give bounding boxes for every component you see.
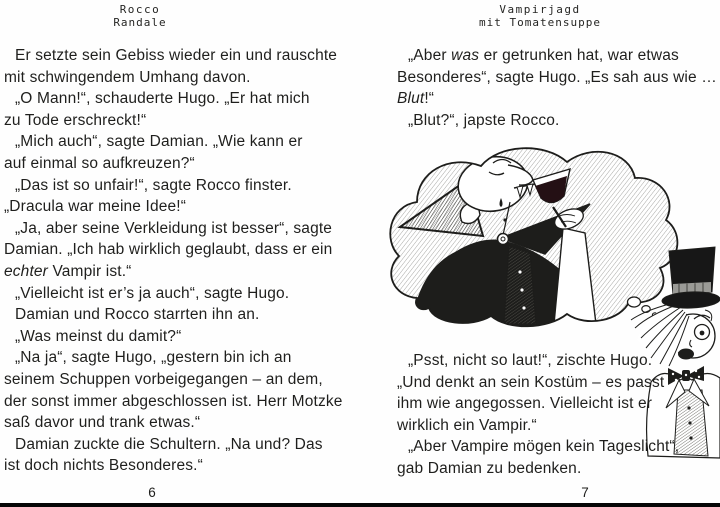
text-line: „Na ja“, sagte Hugo, „gestern bin ich an xyxy=(15,349,292,367)
text-line: echter Vampir ist.“ xyxy=(4,262,132,280)
text-line: seinem Schuppen vorbeigegangen – an dem, xyxy=(4,370,323,388)
text-line: ihm wie angegossen. Vielleicht ist er xyxy=(397,395,653,413)
text-line: „Ja, aber seine Verkleidung ist besser“, sagte xyxy=(15,219,333,237)
text-line: der sonst immer abgeschlossen ist. Herr Motzke xyxy=(4,392,343,410)
text-line: wirklich ein Vampir.“ xyxy=(397,416,537,434)
text-line: „Dracula war meine Idee!“ xyxy=(4,198,187,216)
right-page-header xyxy=(440,3,640,29)
left-header-line2: Randale xyxy=(113,16,167,29)
text-line: „Das ist so unfair!“, sagte Rocco finster. xyxy=(15,176,292,194)
right-header-line2: mit Tomatensuppe xyxy=(479,16,601,29)
left-page-number: 6 xyxy=(148,485,156,500)
text-line: „Und denkt an sein Kostüm – es passt xyxy=(397,373,665,391)
text-line: Damian und Rocco starrten ihn an. xyxy=(15,306,260,324)
text-line: Damian zuckte die Schultern. „Na und? Das xyxy=(15,435,323,453)
right-page-bottom-text xyxy=(397,350,680,480)
text-line: „Was meinst du damit?“ xyxy=(15,327,182,345)
left-page-header xyxy=(55,3,225,29)
right-page-top-text xyxy=(397,45,717,131)
text-line: Damian. „Ich hab wirklich geglaubt, dass er ein xyxy=(4,241,333,259)
text-line: saß davor und trank etwas.“ xyxy=(4,414,201,432)
text-line: „Vielleicht ist er’s ja auch“, sagte Hugo. xyxy=(15,284,290,302)
right-header-line1: Vampirjagd xyxy=(499,3,581,16)
left-page-text xyxy=(4,45,348,477)
text-line: „Psst, nicht so laut!“, zischte Hugo. xyxy=(408,352,653,369)
text-line: „Blut?“, japste Rocco. xyxy=(408,111,560,129)
text-line: zu Tode erschreckt!“ xyxy=(4,111,147,129)
text-line: „Aber was er getrunken hat, war etwas xyxy=(408,47,679,64)
top-hat-icon xyxy=(662,247,720,309)
boy-open-mouth xyxy=(678,349,694,360)
text-line: mit schwingendem Umhang davon. xyxy=(4,68,251,86)
text-line: „Mich auch“, sagte Damian. „Wie kann er xyxy=(15,133,303,151)
text-line: gab Damian zu bedenken. xyxy=(397,459,582,477)
bottom-edge-bar xyxy=(0,503,720,507)
text-line: „Aber Vampire mögen kein Tageslicht“, xyxy=(408,438,680,456)
cape-clasp xyxy=(498,234,509,245)
right-page-number: 7 xyxy=(581,485,589,500)
text-line: ist doch nichts Besonderes.“ xyxy=(4,457,203,475)
text-line: „O Mann!“, schauderte Hugo. „Er hat mich xyxy=(15,90,310,108)
left-header-line1: Rocco xyxy=(119,3,161,16)
text-line: Blut!“ xyxy=(397,90,435,108)
vampire-illustration xyxy=(383,140,683,340)
text-line: Er setzte sein Gebiss wieder ein und rauschte xyxy=(15,47,338,64)
text-line: Besonderes“, sagte Hugo. „Es sah aus wie … xyxy=(397,68,717,86)
text-line: auf einmal so aufkreuzen?“ xyxy=(4,154,195,172)
